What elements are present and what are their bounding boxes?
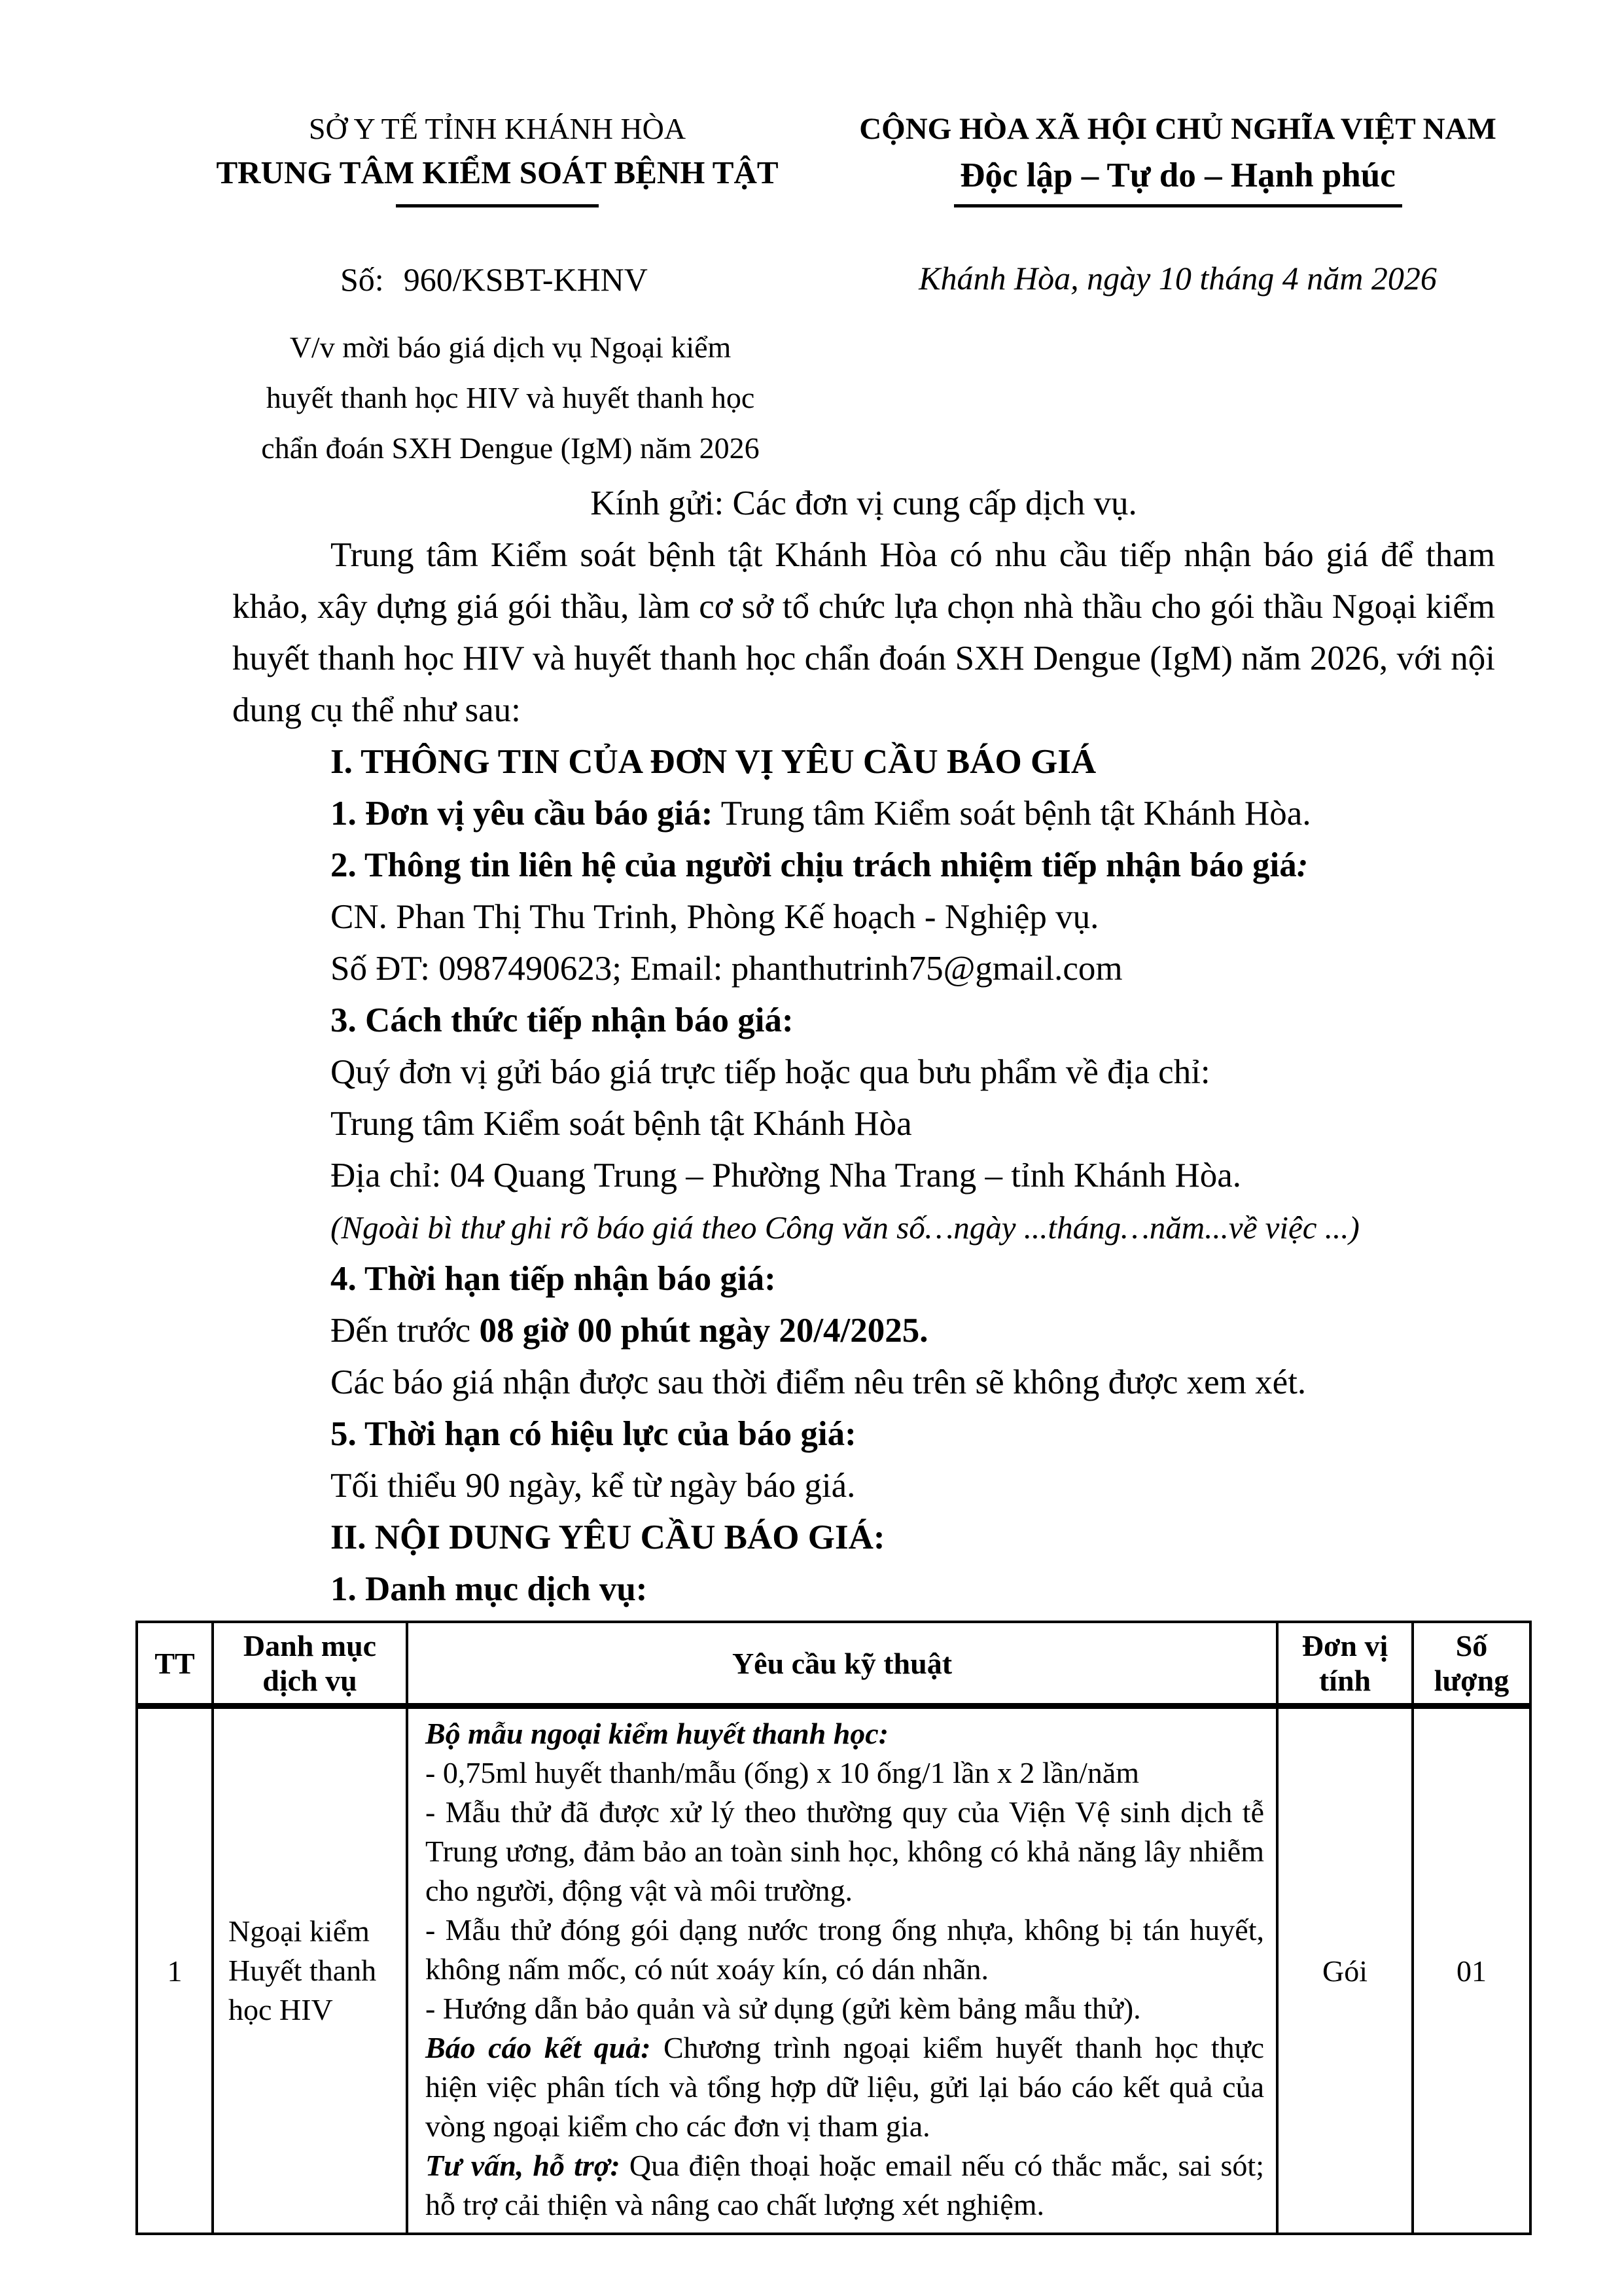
table-row bbox=[137, 1706, 1530, 2234]
section-1-title: I. THÔNG TIN CỦA ĐƠN VỊ YÊU CẦU BÁO GIÁ bbox=[330, 743, 1097, 781]
spec-paragraph bbox=[425, 1910, 1264, 1989]
section-2-title: II. NỘI DUNG YÊU CẦU BÁO GIÁ: bbox=[330, 1518, 885, 1556]
col-header-tt: TT bbox=[137, 1622, 213, 1706]
spec-lead: Báo cáo kết quả: bbox=[425, 2031, 651, 2064]
col-header-qty: Số lượng bbox=[1413, 1622, 1530, 1706]
item-5-label: 5. Thời hạn có hiệu lực của báo giá: bbox=[330, 1415, 856, 1453]
cell-specs bbox=[407, 1706, 1277, 2234]
org-name: TRUNG TÂM KIỂM SOÁT BỆNH TẬT bbox=[216, 154, 779, 190]
contact-name: CN. Phan Thị Thu Trinh, Phòng Kế hoạch - Nghiệp vụ. bbox=[330, 898, 1099, 936]
cell-unit: Gói bbox=[1277, 1706, 1413, 2234]
national-motto: Độc lập – Tự do – Hạnh phúc bbox=[960, 156, 1396, 194]
salutation: Kính gửi: Các đơn vị cung cấp dịch vụ. bbox=[590, 484, 1137, 522]
spec-text: - 0,75ml huyết thanh/mẫu (ống) x 10 ống/1 lần x 2 lần/năm bbox=[425, 1756, 1140, 1789]
item-1-text: Trung tâm Kiểm soát bệnh tật Khánh Hòa. bbox=[713, 795, 1311, 833]
spec-lead: Bộ mẫu ngoại kiểm huyết thanh học: bbox=[425, 1717, 889, 1750]
item-4-deadline-value: 08 giờ 00 phút ngày 20/4/2025. bbox=[479, 1312, 928, 1350]
cell-qty: 01 bbox=[1413, 1706, 1530, 2234]
document-number-label: Số: bbox=[340, 261, 384, 298]
spec-text: - Mẫu thử đóng gói dạng nước trong ống nhựa, không bị tán huyết, không nấm mốc, có nút xoáy kín, có dán nhãn. bbox=[425, 1913, 1264, 1986]
document-number-value: 960/KSBT-KHNV bbox=[403, 261, 648, 298]
item-1 bbox=[232, 788, 1495, 840]
item-4-note: Các báo giá nhận được sau thời điểm nêu trên sẽ không được xem xét. bbox=[330, 1363, 1307, 1401]
spec-text: - Hướng dẫn bảo quản và sử dụng (gửi kèm bảng mẫu thử). bbox=[425, 1992, 1141, 2025]
spec-text: - Mẫu thử đã được xử lý theo thường quy của Viện Vệ sinh dịch tễ Trung ương, đảm bảo an toàn sinh học, không có khả năng lây nhiễm cho người, động vật và môi trường. bbox=[425, 1795, 1264, 1907]
national-title: CỘNG HÒA XÃ HỘI CHỦ NGHĨA VIỆT NAM bbox=[859, 112, 1496, 146]
item-4-label: 4. Thời hạn tiếp nhận báo giá: bbox=[330, 1260, 776, 1298]
org-parent-name: SỞ Y TẾ TỈNH KHÁNH HÒA bbox=[308, 112, 686, 145]
services-table bbox=[135, 1621, 1532, 2235]
table-header-row bbox=[137, 1622, 1530, 1706]
spec-text: Qua điện thoại hoặc email nếu có thắc mắc, sai sót; hỗ trợ cải thiện và nâng cao chất lượng xét nghiệm. bbox=[425, 2149, 1264, 2221]
spec-paragraph bbox=[425, 1989, 1264, 2028]
cell-tt: 1 bbox=[137, 1706, 213, 2234]
item-2-colon: : bbox=[1296, 846, 1309, 884]
subject-line: huyết thanh học HIV và huyết thanh học bbox=[266, 381, 755, 414]
item-4-prefix: Đến trước bbox=[330, 1312, 480, 1350]
subject-line: V/v mời báo giá dịch vụ Ngoại kiểm bbox=[289, 331, 732, 364]
item-2 bbox=[232, 840, 1495, 891]
document-body bbox=[154, 0, 1509, 2235]
item-4-deadline bbox=[232, 1305, 1495, 1357]
subject-line: chẩn đoán SXH Dengue (IgM) năm 2026 bbox=[261, 431, 760, 465]
intro-paragraph: Trung tâm Kiểm soát bệnh tật Khánh Hòa có nhu cầu tiếp nhận báo giá để tham khảo, xây dựng giá gói thầu, làm cơ sở tổ chức lựa chọn nhà thầu cho gói thầu Ngoại kiểm huyết thanh học HIV và huyết thanh học chẩn đoán SXH Dengue (IgM) năm 2026, với nội dung cụ thể như sau: bbox=[232, 536, 1495, 729]
spec-paragraph bbox=[425, 2146, 1264, 2225]
item-1-label: 1. Đơn vị yêu cầu báo giá: bbox=[330, 795, 713, 833]
spec-paragraph bbox=[425, 1793, 1264, 1910]
item-3-label: 3. Cách thức tiếp nhận báo giá: bbox=[330, 1001, 794, 1039]
document-date: Khánh Hòa, ngày 10 tháng 4 năm 2026 bbox=[919, 260, 1437, 296]
item-5-text: Tối thiểu 90 ngày, kể từ ngày báo giá. bbox=[330, 1467, 856, 1505]
item-3-line-2: Trung tâm Kiểm soát bệnh tật Khánh Hòa bbox=[330, 1105, 912, 1143]
col-header-service: Danh mục dịch vụ bbox=[213, 1622, 407, 1706]
col-header-unit: Đơn vị tính bbox=[1277, 1622, 1413, 1706]
item-3-line-1: Quý đơn vị gửi báo giá trực tiếp hoặc qua bưu phẩm về địa chỉ: bbox=[330, 1053, 1210, 1091]
spec-paragraph bbox=[425, 1753, 1264, 1793]
col-header-specs: Yêu cầu kỹ thuật bbox=[407, 1622, 1277, 1706]
spec-paragraph bbox=[425, 2028, 1264, 2146]
spec-lead: Tư vấn, hỗ trợ: bbox=[425, 2149, 620, 2182]
section-2-subtitle: 1. Danh mục dịch vụ: bbox=[330, 1570, 648, 1608]
services-table-header bbox=[137, 1622, 1530, 1706]
contact-phone-email: Số ĐT: 0987490623; Email: phanthutrinh75@gmail.com bbox=[330, 950, 1123, 988]
spec-text: Chương trình ngoại kiểm huyết thanh học thực hiện việc phân tích và tổng hợp dữ liệu, gửi lại báo cáo kết quả của vòng ngoại kiểm cho các đơn vị tham gia. bbox=[425, 2031, 1264, 2143]
envelope-note: (Ngoài bì thư ghi rõ báo giá theo Công văn số…ngày ...tháng…năm...về việc ...) bbox=[330, 1210, 1360, 1246]
item-2-label: 2. Thông tin liên hệ của người chịu trách nhiệm tiếp nhận báo giá bbox=[330, 846, 1297, 884]
cell-service: Ngoại kiểm Huyết thanh học HIV bbox=[213, 1706, 407, 2234]
item-3-line-3: Địa chỉ: 04 Quang Trung – Phường Nha Trang – tỉnh Khánh Hòa. bbox=[330, 1157, 1242, 1194]
spec-paragraph bbox=[425, 1714, 1264, 1753]
